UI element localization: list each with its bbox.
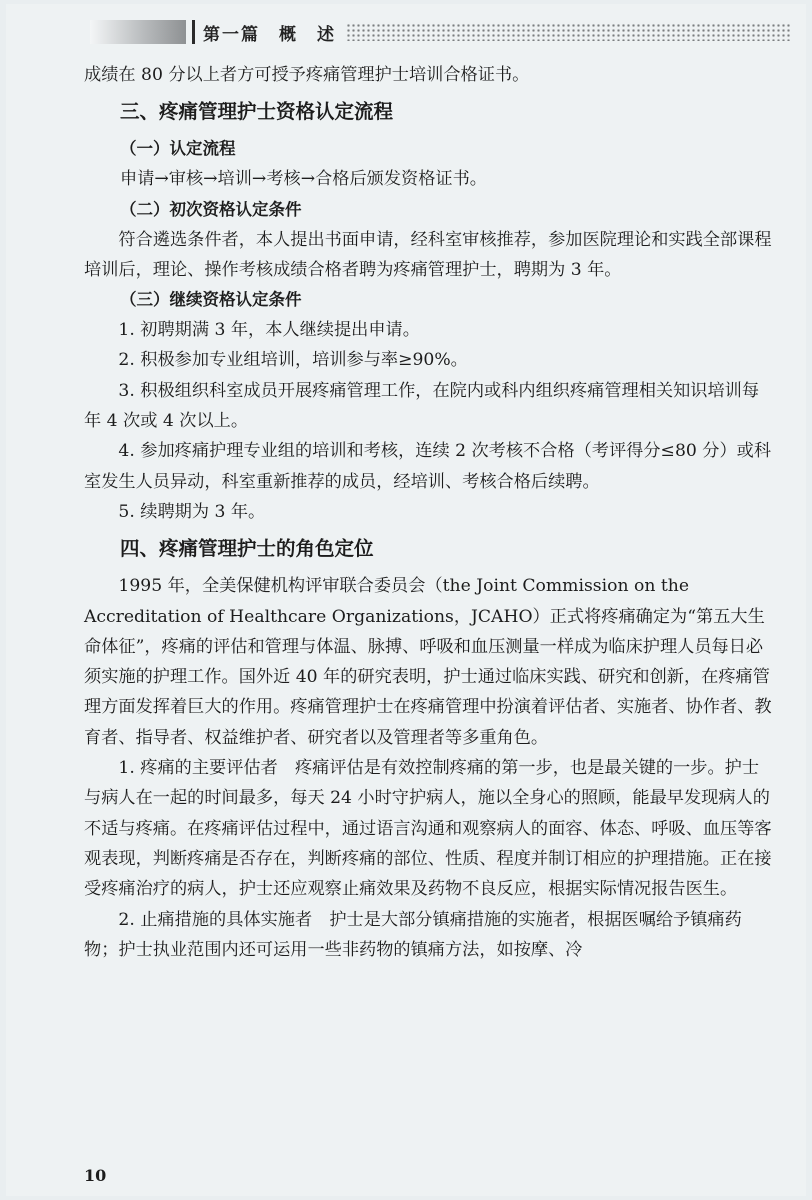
header-gradient-decoration [90,20,186,44]
paragraph-continued: 成绩在 80 分以上者方可授予疼痛管理护士培训合格证书。 [84,65,530,85]
section-heading-4: 四、疼痛管理护士的角色定位 [120,537,374,561]
header-divider [192,20,195,44]
subheading-initial-conditions: （二）初次资格认定条件 [120,199,302,219]
list-item: 2. 积极参加专业组培训，培训参与率≥90%。 [118,350,468,371]
paragraph-role-assessor: 1. 疼痛的主要评估者 疼痛评估是有效控制疼痛的第一步，也是最关键的一步。护士与病人在一起的时间最多，每天 24 小时守护病人，施以全身心的照顾，能最早发现病人的不适与疼痛。在疼痛评估过程中，通过语言沟通和观察病人的面容、体态、呼吸、血压等客观表现，判断疼痛是否存在，判断疼痛的部位、性质、程度并制订相应的护理措施。正在接受疼痛治疗的病人，护士还应观察止痛效果及药物不良反应，根据实际情况报告医生。 [84,758,772,900]
page-number: 10 [84,1166,107,1185]
header-title: 第一篇 概 述 [203,24,336,45]
list-item: 3. 积极组织科室成员开展疼痛管理工作，在院内或科内组织疼痛管理相关知识培训每年 4 次或 4 次以上。 [84,380,760,432]
paragraph-role-intro: 1995 年，全美保健机构评审联合委员会（the Joint Commission on the Accreditation of Healthcare Organizations，JCAHO）正式将疼痛确定为“第五大生命体征”，疼痛的评估和管理与体温、脉搏、呼吸和血压测量一样成为临床护理人员每日必须实施的护理工作。国外近 40 年的研究表明，护士通过临床实践、研究和创新，在疼痛管理方面发挥着巨大的作用。疼痛管理护士在疼痛管理中扮演着评估者、实施者、协作者、教育者、指导者、权益维护者、研究者以及管理者等多重角色。 [84,576,772,748]
list-item: 1. 初聘期满 3 年，本人继续提出申请。 [118,320,420,341]
page-content [84,60,774,965]
section-heading-3: 三、疼痛管理护士资格认定流程 [120,100,394,124]
list-item: 5. 续聘期为 3 年。 [118,501,266,522]
subheading-certification-process: （一）认定流程 [120,139,236,159]
running-header [90,18,790,46]
paragraph-role-implementer: 2. 止痛措施的具体实施者 护士是大部分镇痛措施的实施者，根据医嘱给予镇痛药物；护士执业范围内还可运用一些非药物的镇痛方法，如按摩、冷 [84,909,742,960]
paragraph-initial-conditions: 符合遴选条件者，本人提出书面申请，经科室审核推荐，参加医院理论和实践全部课程培训后，理论、操作考核成绩合格者聘为疼痛管理护士，聘期为 3 年。 [84,229,772,280]
header-dot-pattern [346,23,790,41]
subheading-continuing-conditions: （三）继续资格认定条件 [120,290,302,310]
process-flow: 申请→审核→培训→考核→合格后颁发资格证书。 [120,169,487,190]
list-item: 4. 参加疼痛护理专业组的培训和考核，连续 2 次考核不合格（考评得分≤80 分）或科室发生人员异动，科室重新推荐的成员，经培训、考核合格后续聘。 [84,441,772,492]
